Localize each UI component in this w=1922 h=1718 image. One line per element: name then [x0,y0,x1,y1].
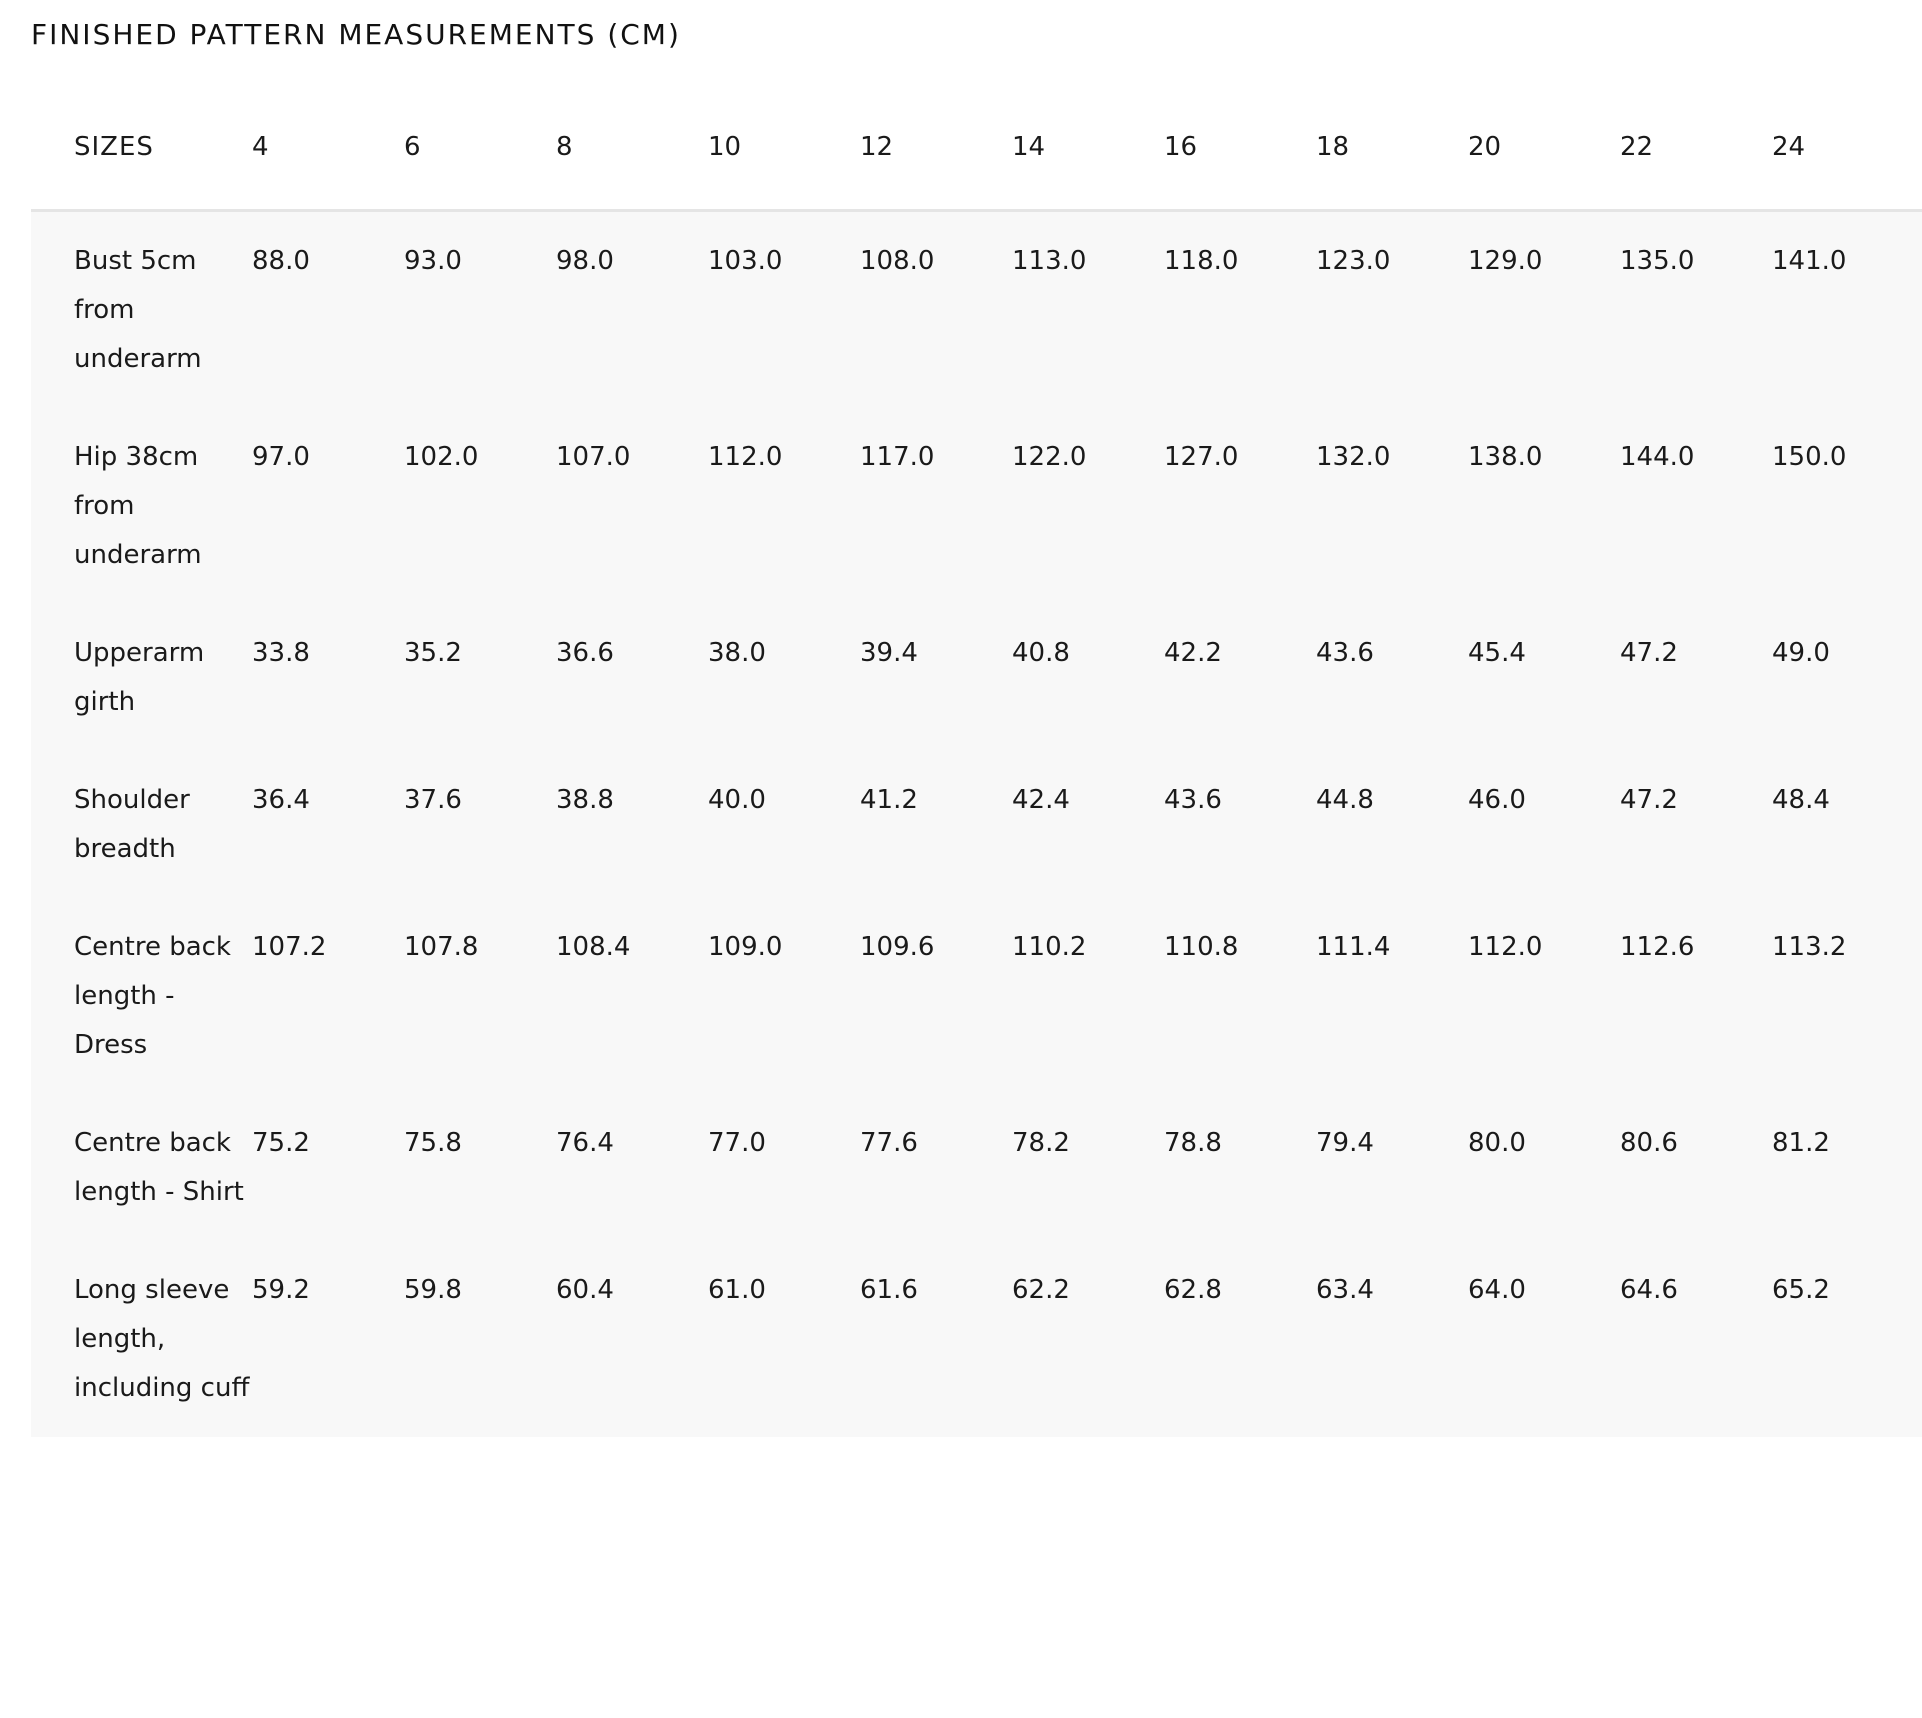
measurements-table [31,80,1922,1437]
table-cell: 132.0 [1316,441,1391,472]
table-cell: 93.0 [404,245,462,276]
table-cell: 44.8 [1316,784,1374,815]
table-row [31,210,1922,408]
table-cell: 61.0 [708,1274,766,1305]
size-header: 20 [1468,80,1620,210]
table-cell: 109.0 [708,931,783,962]
table-cell: 39.4 [860,637,918,668]
table-cell: 88.0 [252,245,310,276]
table-cell: 60.4 [556,1274,614,1305]
row-label: Long sleeve length, including cuff [74,1274,250,1403]
table-row [31,408,1922,604]
table-cell: 62.8 [1164,1274,1222,1305]
table-cell: 113.2 [1772,931,1847,962]
table-cell: 129.0 [1468,245,1543,276]
table-cell: 112.6 [1620,931,1695,962]
table-cell: 127.0 [1164,441,1239,472]
table-cell: 43.6 [1316,637,1374,668]
table-cell: 80.6 [1620,1127,1678,1158]
table-cell: 35.2 [404,637,462,668]
table-cell: 63.4 [1316,1274,1374,1305]
table-cell: 40.0 [708,784,766,815]
table-cell: 64.6 [1620,1274,1678,1305]
table-row [31,604,1922,751]
table-cell: 108.0 [860,245,935,276]
table-cell: 43.6 [1164,784,1222,815]
size-header: 14 [1012,80,1164,210]
table-cell: 33.8 [252,637,310,668]
table-cell: 113.0 [1012,245,1087,276]
table-cell: 47.2 [1620,784,1678,815]
table-row [31,898,1922,1094]
table-cell: 42.2 [1164,637,1222,668]
table-cell: 42.4 [1012,784,1070,815]
table-cell: 36.4 [252,784,310,815]
table-cell: 110.8 [1164,931,1239,962]
table-cell: 81.2 [1772,1127,1830,1158]
table-cell: 38.0 [708,637,766,668]
table-cell: 122.0 [1012,441,1087,472]
row-label: Shoulder breadth [74,784,190,864]
table-cell: 38.8 [556,784,614,815]
sizes-header: SIZES [31,80,252,210]
row-label: Upperarm girth [74,637,205,717]
table-cell: 62.2 [1012,1274,1070,1305]
table-cell: 102.0 [404,441,479,472]
table-cell: 150.0 [1772,441,1847,472]
table-cell: 61.6 [860,1274,918,1305]
size-header: 6 [404,80,556,210]
table-cell: 36.6 [556,637,614,668]
table-cell: 141.0 [1772,245,1847,276]
row-label: Hip 38cm from underarm [74,441,202,570]
table-cell: 107.8 [404,931,479,962]
row-label: Centre back length - Shirt [74,1127,244,1207]
size-header: 22 [1620,80,1772,210]
table-cell: 41.2 [860,784,918,815]
table-row [31,1094,1922,1241]
row-label: Centre back length - Dress [74,931,231,1060]
table-cell: 37.6 [404,784,462,815]
table-cell: 123.0 [1316,245,1391,276]
table-cell: 80.0 [1468,1127,1526,1158]
table-cell: 40.8 [1012,637,1070,668]
table-cell: 46.0 [1468,784,1526,815]
page-title: FINISHED PATTERN MEASUREMENTS (CM) [31,18,681,51]
table-cell: 65.2 [1772,1274,1830,1305]
table-cell: 98.0 [556,245,614,276]
table-cell: 103.0 [708,245,783,276]
table-cell: 79.4 [1316,1127,1374,1158]
table-cell: 45.4 [1468,637,1526,668]
table-cell: 110.2 [1012,931,1087,962]
size-header: 12 [860,80,1012,210]
size-header: 10 [708,80,860,210]
table-cell: 109.6 [860,931,935,962]
table-cell: 112.0 [708,441,783,472]
table-cell: 59.8 [404,1274,462,1305]
table-cell: 48.4 [1772,784,1830,815]
size-header: 18 [1316,80,1468,210]
table-cell: 47.2 [1620,637,1678,668]
table-cell: 97.0 [252,441,310,472]
table-row [31,751,1922,898]
table-cell: 135.0 [1620,245,1695,276]
table-cell: 77.6 [860,1127,918,1158]
size-header: 4 [252,80,404,210]
size-header: 16 [1164,80,1316,210]
table-cell: 77.0 [708,1127,766,1158]
table-cell: 144.0 [1620,441,1695,472]
table-cell: 49.0 [1772,637,1830,668]
table-cell: 75.8 [404,1127,462,1158]
table-cell: 75.2 [252,1127,310,1158]
table-header-row [31,80,1922,210]
table-cell: 138.0 [1468,441,1543,472]
table-cell: 112.0 [1468,931,1543,962]
table-cell: 117.0 [860,441,935,472]
table-cell: 78.8 [1164,1127,1222,1158]
size-header: 24 [1772,80,1922,210]
table-cell: 107.0 [556,441,631,472]
table-cell: 118.0 [1164,245,1239,276]
table-cell: 107.2 [252,931,327,962]
table-cell: 111.4 [1316,931,1391,962]
row-label: Bust 5cm from underarm [74,245,202,374]
table-cell: 78.2 [1012,1127,1070,1158]
table-row [31,1241,1922,1437]
table-cell: 76.4 [556,1127,614,1158]
table-cell: 64.0 [1468,1274,1526,1305]
table-cell: 59.2 [252,1274,310,1305]
size-header: 8 [556,80,708,210]
table-cell: 108.4 [556,931,631,962]
